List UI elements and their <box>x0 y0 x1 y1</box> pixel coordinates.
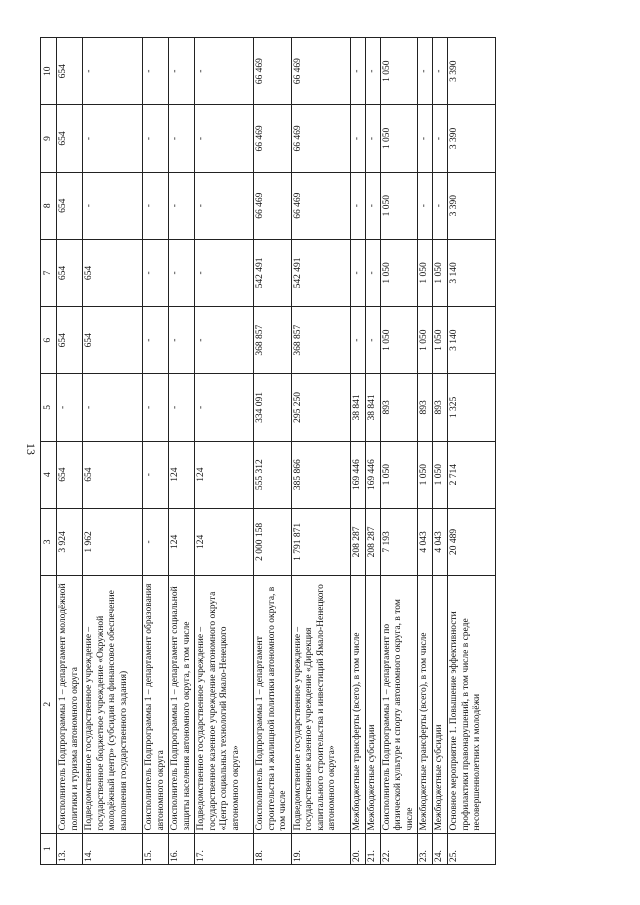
page-number: 13 <box>24 443 38 455</box>
cell-total: 124 <box>195 508 254 575</box>
cell-col6: - <box>169 307 195 374</box>
cell-col4: 1 050 <box>433 441 448 508</box>
cell-col10: 1 050 <box>380 38 418 105</box>
cell-col5: 334 091 <box>254 374 292 441</box>
row-number: 21. <box>365 833 380 864</box>
cell-col6: 368 857 <box>291 307 350 374</box>
column-header: 9 <box>41 105 57 172</box>
row-number: 17. <box>195 833 254 864</box>
cell-col4: 654 <box>57 441 83 508</box>
row-number: 23. <box>418 833 433 864</box>
cell-col10: - <box>143 38 169 105</box>
cell-col6: 1 050 <box>433 307 448 374</box>
row-description: Основное мероприятие 1. Повышение эффективности профилактики правонарушений, в том числе в среде несовершеннолетних и молодёжи <box>448 576 496 834</box>
cell-total: 7 193 <box>380 508 418 575</box>
cell-col9: - <box>143 105 169 172</box>
cell-col9: 654 <box>57 105 83 172</box>
row-description: Подведомственное государственное учреждение – государственное казенное учреждение автономного округа «Центр социальных технологий Ямало-Ненецкого автономного округа» <box>195 576 254 834</box>
table-row <box>350 38 365 865</box>
table-row <box>433 38 448 865</box>
cell-col4: 555 312 <box>254 441 292 508</box>
row-number: 13. <box>57 833 83 864</box>
cell-col6: - <box>143 307 169 374</box>
cell-total: 4 043 <box>433 508 448 575</box>
row-description: Соисполнитель Подпрограммы 1 – департамент строительства и жилищной политики автономного округа, в том числе <box>254 576 292 834</box>
cell-col9: - <box>83 105 143 172</box>
cell-total: 208 287 <box>365 508 380 575</box>
cell-col4: - <box>143 441 169 508</box>
cell-total: 1 962 <box>83 508 143 575</box>
cell-col7: - <box>143 239 169 306</box>
cell-col8: 66 469 <box>254 172 292 239</box>
cell-col8: 654 <box>57 172 83 239</box>
cell-col6: 1 050 <box>418 307 433 374</box>
cell-col10: - <box>83 38 143 105</box>
cell-col4: 124 <box>195 441 254 508</box>
cell-col8: - <box>83 172 143 239</box>
cell-col8: - <box>143 172 169 239</box>
row-description: Межбюджетные субсидии <box>433 576 448 834</box>
cell-col4: 169 446 <box>350 441 365 508</box>
cell-col8: - <box>350 172 365 239</box>
cell-col9: - <box>169 105 195 172</box>
cell-col10: - <box>169 38 195 105</box>
cell-total: 2 000 158 <box>254 508 292 575</box>
cell-col4: 2 714 <box>448 441 496 508</box>
column-header: 1 <box>41 833 57 864</box>
row-description: Межбюджетные трансферты (всего), в том числе <box>350 576 365 834</box>
cell-col7: - <box>169 239 195 306</box>
cell-col7: 542 491 <box>291 239 350 306</box>
cell-total: 3 924 <box>57 508 83 575</box>
cell-col7: 1 050 <box>433 239 448 306</box>
cell-col10: - <box>350 38 365 105</box>
row-description: Соисполнитель Подпрограммы 1 – департамент образования автономного округа <box>143 576 169 834</box>
row-number: 24. <box>433 833 448 864</box>
column-header: 4 <box>41 441 57 508</box>
row-description: Подведомственное государственное учреждение – государственное бюджетное учреждение «Окружной молодёжный центр» (субсидия на финансовое обеспечение выполнения государственного задания) <box>83 576 143 834</box>
row-number: 14. <box>83 833 143 864</box>
cell-col8: 1 050 <box>380 172 418 239</box>
cell-col5: - <box>57 374 83 441</box>
row-number: 15. <box>143 833 169 864</box>
row-number: 16. <box>169 833 195 864</box>
table-row <box>380 38 418 865</box>
table-row <box>143 38 169 865</box>
table-row <box>291 38 350 865</box>
column-header: 7 <box>41 239 57 306</box>
cell-col5: 893 <box>433 374 448 441</box>
cell-col7: 654 <box>83 239 143 306</box>
cell-col6: 368 857 <box>254 307 292 374</box>
table-row <box>448 38 496 865</box>
cell-col4: 654 <box>83 441 143 508</box>
row-description: Соисполнитель Подпрограммы 1 – департамент молодёжной политики и туризма автономного округа <box>57 576 83 834</box>
cell-col10: - <box>433 38 448 105</box>
cell-col7: 3 140 <box>448 239 496 306</box>
cell-col5: - <box>143 374 169 441</box>
cell-total: 1 791 871 <box>291 508 350 575</box>
row-number: 22. <box>380 833 418 864</box>
column-header: 8 <box>41 172 57 239</box>
column-header: 6 <box>41 307 57 374</box>
cell-col8: - <box>195 172 254 239</box>
cell-col8: - <box>169 172 195 239</box>
row-description: Соисполнитель Подпрограммы 1 – департамент социальной защиты населения автономного округа, в том числе <box>169 576 195 834</box>
table-row <box>365 38 380 865</box>
cell-col7: 654 <box>57 239 83 306</box>
cell-col9: - <box>365 105 380 172</box>
table-row <box>57 38 83 865</box>
cell-col6: - <box>195 307 254 374</box>
cell-total: - <box>143 508 169 575</box>
cell-col7: 1 050 <box>418 239 433 306</box>
row-number: 20. <box>350 833 365 864</box>
cell-col9: - <box>350 105 365 172</box>
cell-col4: 385 866 <box>291 441 350 508</box>
cell-col9: 3 390 <box>448 105 496 172</box>
column-header: 5 <box>41 374 57 441</box>
cell-col9: - <box>433 105 448 172</box>
table-row <box>83 38 143 865</box>
cell-col5: 893 <box>418 374 433 441</box>
cell-col9: - <box>195 105 254 172</box>
row-description: Соисполнитель Подпрограммы 1 – департамент по физической культуре и спорту автономного округа, в том числе <box>380 576 418 834</box>
column-header: 3 <box>41 508 57 575</box>
cell-col5: - <box>83 374 143 441</box>
budget-table-rotated <box>40 37 640 865</box>
budget-table <box>40 37 496 865</box>
cell-col7: - <box>350 239 365 306</box>
row-number: 19. <box>291 833 350 864</box>
cell-col4: 124 <box>169 441 195 508</box>
cell-col5: 893 <box>380 374 418 441</box>
cell-col6: - <box>365 307 380 374</box>
cell-col10: 3 390 <box>448 38 496 105</box>
cell-col5: 38 841 <box>350 374 365 441</box>
cell-col6: 654 <box>57 307 83 374</box>
cell-col7: - <box>195 239 254 306</box>
row-number: 25. <box>448 833 496 864</box>
cell-col9: 1 050 <box>380 105 418 172</box>
cell-total: 208 287 <box>350 508 365 575</box>
cell-col6: - <box>350 307 365 374</box>
cell-col5: 38 841 <box>365 374 380 441</box>
cell-col10: 66 469 <box>291 38 350 105</box>
cell-col9: - <box>418 105 433 172</box>
cell-col5: - <box>195 374 254 441</box>
cell-col4: 169 446 <box>365 441 380 508</box>
cell-col6: 3 140 <box>448 307 496 374</box>
table-row <box>169 38 195 865</box>
cell-col7: - <box>365 239 380 306</box>
cell-col8: 3 390 <box>448 172 496 239</box>
column-header: 10 <box>41 38 57 105</box>
row-description: Межбюджетные трансферты (всего), в том числе <box>418 576 433 834</box>
cell-col4: 1 050 <box>380 441 418 508</box>
cell-col7: 1 050 <box>380 239 418 306</box>
cell-col6: 1 050 <box>380 307 418 374</box>
cell-col6: 654 <box>83 307 143 374</box>
table-row <box>418 38 433 865</box>
table-row <box>254 38 292 865</box>
cell-col10: 66 469 <box>254 38 292 105</box>
cell-col8: - <box>418 172 433 239</box>
cell-col9: 66 469 <box>291 105 350 172</box>
cell-col10: - <box>365 38 380 105</box>
cell-total: 4 043 <box>418 508 433 575</box>
column-header: 2 <box>41 576 57 834</box>
cell-col5: 295 250 <box>291 374 350 441</box>
table-header-row <box>41 38 57 865</box>
row-description: Подведомственное государственное учреждение – государственное казенное учреждение «Дирекция капитального строительства и инвестиций Ямало-Ненецкого автономного округа» <box>291 576 350 834</box>
cell-col7: 542 491 <box>254 239 292 306</box>
cell-col10: - <box>418 38 433 105</box>
cell-col10: - <box>195 38 254 105</box>
row-number: 18. <box>254 833 292 864</box>
cell-total: 20 489 <box>448 508 496 575</box>
table-row <box>195 38 254 865</box>
cell-col5: - <box>169 374 195 441</box>
cell-col5: 1 325 <box>448 374 496 441</box>
cell-col10: 654 <box>57 38 83 105</box>
cell-col9: 66 469 <box>254 105 292 172</box>
cell-total: 124 <box>169 508 195 575</box>
cell-col8: 66 469 <box>291 172 350 239</box>
cell-col8: - <box>365 172 380 239</box>
cell-col4: 1 050 <box>418 441 433 508</box>
cell-col8: - <box>433 172 448 239</box>
row-description: Межбюджетные субсидии <box>365 576 380 834</box>
